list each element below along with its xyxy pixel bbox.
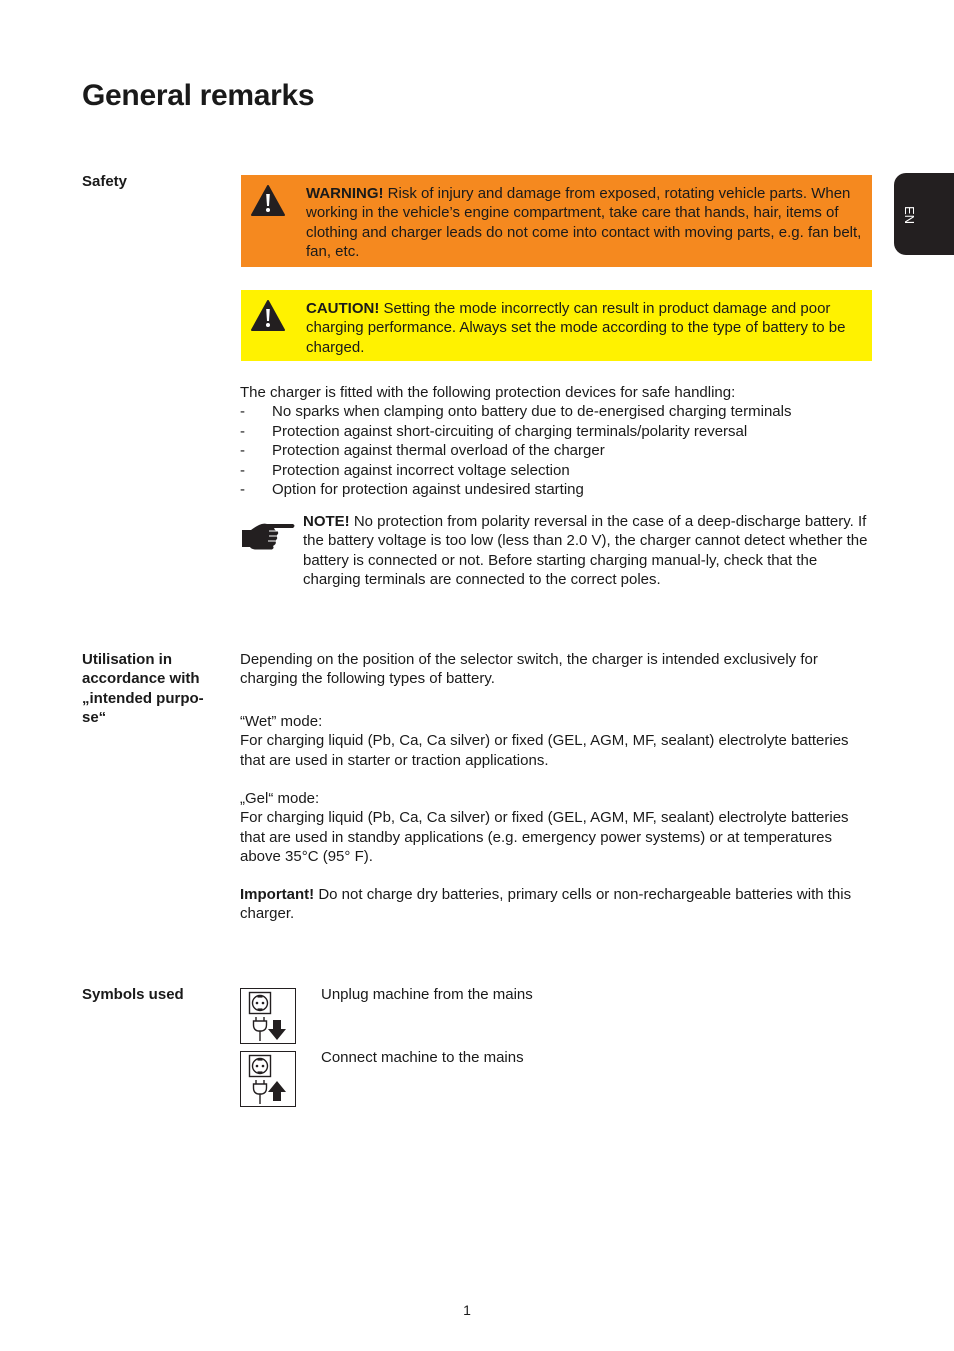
important-note xyxy=(240,885,874,924)
list-item: - Protection against thermal overload of the charger xyxy=(240,442,605,460)
connect-to-mains-icon xyxy=(240,1051,296,1107)
gel-mode-text: For charging liquid (Pb, Ca, Ca silver) or fixed (GEL, AGM, MF, sealant) electrolyte batteries that are used in standby applications (e.g. emergency power systems) or at temperatures above 35°C (95° F). xyxy=(240,809,849,866)
note-text xyxy=(303,512,875,590)
warning-box xyxy=(241,175,872,267)
page-number: 1 xyxy=(463,1302,471,1318)
list-item: - No sparks when clamping onto battery due to de-energised charging terminals xyxy=(240,403,792,421)
list-item: - Protection against short-circuiting of charging terminals/polarity reversal xyxy=(240,422,748,440)
wet-mode-heading: “Wet” mode: xyxy=(240,713,323,730)
warning-body: Risk of injury and damage from exposed, rotating vehicle parts. When working in the vehicle’s engine compartment, take care that hands, hair, items of clothing and charger leads do not come into contact with moving parts, e.g. fan belt, fan, etc. xyxy=(306,185,862,261)
language-tab-label: EN xyxy=(902,205,917,225)
connect-symbol-label: Connect machine to the mains xyxy=(321,1049,524,1066)
unplug-from-mains-icon xyxy=(240,988,296,1044)
pointing-hand-icon xyxy=(241,518,296,554)
caution-body: Setting the mode incorrectly can result in product damage and poor charging performance. Always set the mode according to the type of battery to be charged. xyxy=(306,300,846,356)
list-item: - Protection against incorrect voltage selection xyxy=(240,461,570,479)
protection-list xyxy=(240,402,874,499)
utilisation-intro: Depending on the position of the selector switch, the charger is intended exclusively for charging the following types of battery. xyxy=(240,651,818,688)
unplug-symbol-label: Unplug machine from the mains xyxy=(321,986,533,1003)
caution-keyword: CAUTION! xyxy=(306,300,380,317)
protection-devices xyxy=(240,383,874,499)
safety-section-label: Safety xyxy=(82,173,128,190)
caution-box xyxy=(241,290,872,361)
language-tab xyxy=(894,173,954,255)
caution-triangle-icon xyxy=(250,299,286,332)
note-keyword: NOTE! xyxy=(303,513,350,530)
note-body: No protection from polarity reversal in the case of a deep-discharge battery. If the battery voltage is too low (less than 2.0 V), the charger cannot detect whether the battery is connected or not. Before starting charging manual-ly, check that the charging terminals are connected to the correct poles. xyxy=(303,513,868,589)
caution-text xyxy=(306,300,845,356)
symbols-section-label: Symbols used xyxy=(82,986,184,1003)
gel-mode-block xyxy=(240,789,874,867)
note-block xyxy=(241,512,875,590)
protection-intro: The charger is fitted with the following protection devices for safe handling: xyxy=(240,384,736,401)
important-keyword: Important! xyxy=(240,886,315,903)
warning-triangle-icon xyxy=(250,184,286,217)
important-text: Do not charge dry batteries, primary cells or non-rechargeable batteries with this charger. xyxy=(240,886,852,923)
warning-keyword: WARNING! xyxy=(306,185,384,202)
utilisation-section-label: Utilisation in accordance with „intended purpo-se“ xyxy=(82,651,204,727)
wet-mode-block xyxy=(240,712,874,770)
wet-mode-text: For charging liquid (Pb, Ca, Ca silver) or fixed (GEL, AGM, MF, sealant) electrolyte batteries that are used in starter or traction applications. xyxy=(240,732,849,769)
list-item: - Option for protection against undesired starting xyxy=(240,481,584,499)
gel-mode-heading: „Gel“ mode: xyxy=(240,790,320,807)
warning-text xyxy=(306,185,861,260)
page-title: General remarks xyxy=(82,79,315,112)
